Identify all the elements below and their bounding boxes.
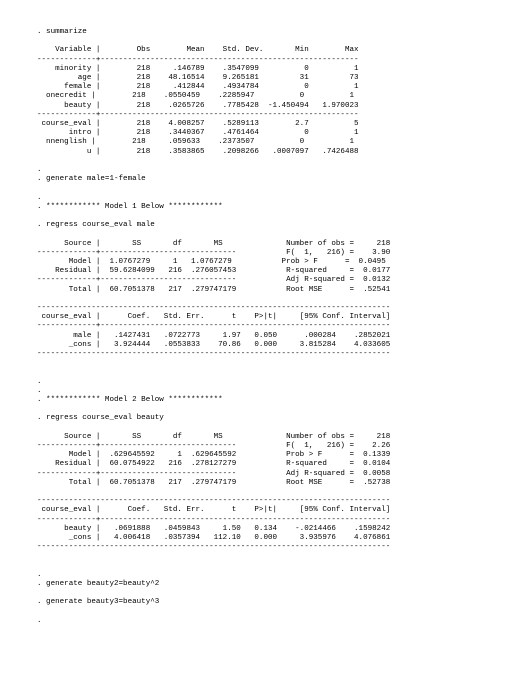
table-row: u | 218 .3583865 .2098266 .0007097 .7426488 <box>37 147 359 156</box>
output-line <box>37 295 390 304</box>
table-row: course_eval | Coef. Std. Err. t P>|t| [95% Conf. Interval] <box>37 313 391 322</box>
output-line <box>37 230 390 239</box>
table-row: beauty | 218 .0265726 .7785428 -1.450494 1.970023 <box>37 101 359 110</box>
table-row: course_eval | 218 4.008257 .5289113 2.7 5 <box>37 120 359 129</box>
table-divider: ------------------------------------------------------------------------------ <box>37 543 391 552</box>
table-row: female | 218 .412844 .4934784 0 1 <box>37 83 359 92</box>
table-row: _cons | 3.924444 .0553833 70.86 0.000 3.815284 4.033605 <box>37 340 391 349</box>
table-divider: ------------------------------------------------------------------------------ <box>37 350 391 359</box>
output-line <box>37 368 390 377</box>
output-line <box>37 488 390 497</box>
output-line <box>37 212 390 221</box>
table-row: Variable | Obs Mean Std. Dev. Min Max <box>37 46 359 55</box>
output-line <box>37 424 390 433</box>
table-row: Total | 60.7051378 217 .279747179 Root MSE = .52541 <box>37 285 391 294</box>
output-line: -------------+------------------------------ F( 1, 216) = 2.26 <box>37 441 391 450</box>
output-line: -------------+------------------------------ F( 1, 216) = 3.90 <box>37 248 391 257</box>
table-row: nnenglish | 218 .059633 .2373507 0 1 <box>37 138 355 147</box>
command-line: . summarize <box>37 28 87 36</box>
table-row: male | .1427431 .0722773 1.97 0.050 .000284 .2852021 <box>37 331 391 340</box>
command-prompt-line: . <box>37 193 42 202</box>
command-line: . ************ Model 2 Below ************ <box>37 396 223 404</box>
table-row: course_eval | Coef. Std. Err. t P>|t| [95% Conf. Interval] <box>37 506 391 515</box>
command-prompt-line: . <box>37 616 42 625</box>
output-line <box>37 608 390 617</box>
table-row: Residual | 60.0754922 216 .278127279 R-squared = 0.0104 <box>37 460 391 469</box>
command-prompt-line: . <box>37 166 42 175</box>
command-prompt-line: . <box>37 570 42 579</box>
table-row: Model | .629645592 1 .629645592 Prob > F = 0.1339 <box>37 451 391 460</box>
table-row: intro | 218 .3440367 .4761464 0 1 <box>37 129 359 138</box>
table-row: minority | 218 .146789 .3547099 0 1 <box>37 64 359 73</box>
table-divider: -------------+---------------------------------------------------------------- <box>37 322 391 331</box>
output-line <box>37 589 390 598</box>
command-line: . ************ Model 1 Below ************ <box>37 202 223 211</box>
output-line <box>37 552 390 561</box>
table-row: Model | 1.0767279 1 1.0767279 Prob > F = 0.0495 <box>37 258 386 266</box>
output-line <box>37 157 390 166</box>
command-prompt-line: . <box>37 377 42 386</box>
table-divider: ------------------------------------------------------------------------------ <box>37 497 391 506</box>
command-line: . generate male=1-female <box>37 175 146 184</box>
output-line <box>37 562 390 571</box>
table-row: Residual | 59.6284099 216 .276057453 R-squared = 0.0177 <box>37 267 391 276</box>
output-line: -------------+------------------------------ Adj R-squared = 0.0132 <box>37 276 391 285</box>
table-row: _cons | 4.006418 .0357394 112.10 0.000 3.935976 4.076861 <box>37 534 391 542</box>
table-row: beauty | .0691888 .0459843 1.50 0.134 -.0214466 .1598242 <box>37 524 391 533</box>
output-line: -------------+------------------------------ Adj R-squared = 0.0058 <box>37 469 391 478</box>
table-row: Source | SS df MS Number of obs = 218 <box>37 432 391 441</box>
command-prompt-line: . <box>37 386 42 395</box>
stata-results-output <box>37 28 390 626</box>
table-row: onecredit | 218 .0550459 .2285947 0 1 <box>37 92 355 101</box>
table-divider: ------------------------------------------------------------------------------ <box>37 304 391 312</box>
command-line: . generate beauty3=beauty^3 <box>37 598 160 607</box>
command-line: . generate beauty2=beauty^2 <box>37 579 160 588</box>
table-row: age | 218 48.16514 9.265181 31 73 <box>37 74 359 82</box>
command-line: . regress course_eval beauty <box>37 414 164 423</box>
output-line <box>37 184 390 193</box>
table-row: Total | 60.7051378 217 .279747179 Root MSE = .52738 <box>37 478 391 487</box>
output-line <box>37 37 390 46</box>
command-line: . regress course_eval male <box>37 221 155 230</box>
table-divider: -------------+---------------------------------------------------------------- <box>37 515 391 524</box>
table-divider: -------------+--------------------------------------------------------- <box>37 55 359 64</box>
output-line <box>37 405 390 414</box>
table-divider: -------------+--------------------------------------------------------- <box>37 110 359 119</box>
table-row: Source | SS df MS Number of obs = 218 <box>37 239 391 248</box>
output-line <box>37 359 390 368</box>
